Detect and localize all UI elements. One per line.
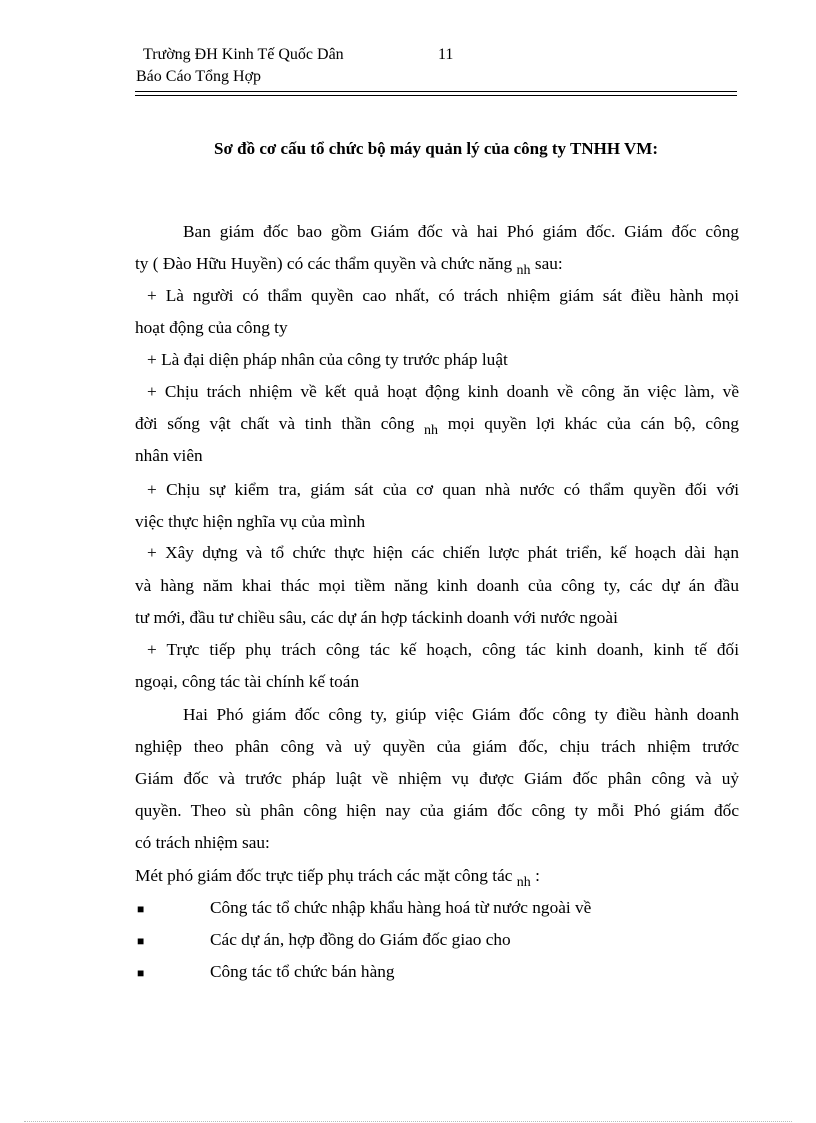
- bullet-icon: ■: [137, 934, 145, 948]
- header-rule-bottom: [135, 95, 737, 96]
- paragraph-line: Ban giám đốc bao gồm Giám đốc và hai Phó giám đốc. Giám đốc công: [183, 222, 739, 241]
- paragraph-line: Giám đốc và trước pháp luật về nhiệm vụ được Giám đốc phân công và uỷ: [135, 769, 739, 788]
- section-title: Sơ đồ cơ cấu tổ chức bộ máy quản lý của công ty TNHH VM:: [214, 139, 658, 158]
- bullet-icon: ■: [137, 966, 145, 980]
- paragraph-line: + Là người có thẩm quyền cao nhất, có trách nhiệm giám sát điều hành mọi: [147, 286, 739, 305]
- paragraph-line: + Chịu trách nhiệm về kết quả hoạt động kinh doanh về công ăn việc làm, về: [147, 382, 739, 401]
- header-rule-top: [135, 91, 737, 92]
- list-item: Các dự án, hợp đồng do Giám đốc giao cho: [210, 930, 511, 949]
- paragraph-line: ngoại, công tác tài chính kế toán: [135, 672, 360, 691]
- header-report: Báo Cáo Tổng Hợp: [136, 68, 262, 85]
- paragraph-line: hoạt động của công ty: [135, 318, 288, 337]
- paragraph-line: có trách nhiệm sau:: [135, 833, 270, 852]
- paragraph-line: nhân viên: [135, 446, 203, 465]
- list-item: Công tác tổ chức nhập khẩu hàng hoá từ nước ngoài về: [210, 898, 592, 917]
- page-number: 11: [438, 46, 454, 63]
- paragraph-line: quyền. Theo sù phân công hiện nay của giám đốc công ty mỗi Phó giám đốc: [135, 801, 739, 820]
- paragraph-line: tư mới, đầu tư chiều sâu, các dự án hợp táckinh doanh với nước ngoài: [135, 608, 618, 627]
- paragraph-line: + Trực tiếp phụ trách công tác kế hoạch, công tác kinh doanh, kinh tế đối: [147, 640, 739, 659]
- paragraph-line: Mét phó giám đốc trực tiếp phụ trách các mặt công tác $_{nh}$ :: [135, 866, 540, 890]
- paragraph-line: ty ( Đào Hữu Huyền) có các thẩm quyền và chức năng $_{nh}$ sau:: [135, 254, 563, 278]
- paragraph-line: + Chịu sự kiểm tra, giám sát của cơ quan nhà nước có thẩm quyền đối với: [147, 480, 739, 499]
- list-item: Công tác tổ chức bán hàng: [210, 962, 395, 981]
- paragraph-line: việc thực hiện nghĩa vụ của mình: [135, 512, 366, 531]
- header-school: Trường ĐH Kinh Tế Quốc Dân: [143, 46, 344, 63]
- paragraph-line: + Xây dựng và tổ chức thực hiện các chiến lược phát triển, kế hoạch dài hạn: [147, 543, 739, 562]
- paragraph-line: Hai Phó giám đốc công ty, giúp việc Giám đốc công ty điều hành doanh: [183, 705, 739, 724]
- paragraph-line: + Là đại diện pháp nhân của công ty trước pháp luật: [147, 350, 508, 369]
- bullet-icon: ■: [137, 902, 145, 916]
- paragraph-line: và hàng năm khai thác mọi tiềm năng kinh doanh của công ty, các dự án đầu: [135, 576, 739, 595]
- page-bottom-divider: [24, 1121, 792, 1122]
- paragraph-line: đời sống vật chất và tinh thần công $_{nh}$ mọi quyền lợi khác của cán bộ, công: [135, 414, 739, 438]
- paragraph-line: nghiệp theo phân công và uỷ quyền của giám đốc, chịu trách nhiệm trước: [135, 737, 739, 756]
